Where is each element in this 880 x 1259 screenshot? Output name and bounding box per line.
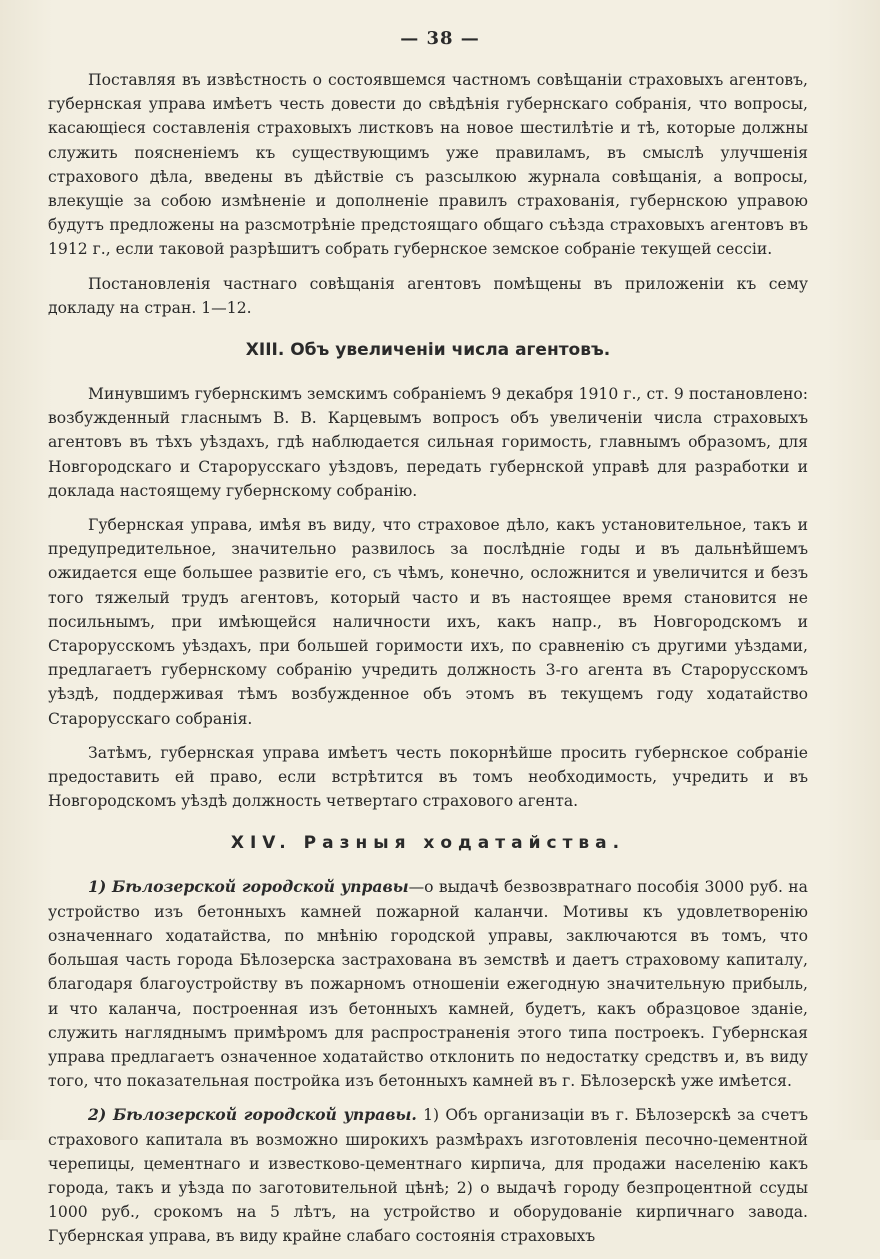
- section-13-paragraph-1: Минувшимъ губернскимъ земскимъ собраніемъ 9 декабря 1910 г., ст. 9 постановлено: возбужденный гласнымъ В. В. Карцевымъ вопросъ объ увеличеніи числа страховыхъ агентовъ въ тѣхъ уѣздахъ, гдѣ наблюдается сильная горимость, главнымъ образомъ, для Новгородскаго и Старорусскаго уѣздовъ, передать губернской управѣ для разработки и доклада настоящему губернскому собранію.: [48, 385, 808, 500]
- section-14-item-2: [48, 1103, 808, 1248]
- section-14-item-1: [48, 875, 808, 1093]
- intro-paragraph-1: Поставляя въ извѣстность о состоявшемся частномъ совѣщаніи страховыхъ агентовъ, губернская управа имѣетъ честь довести до свѣдѣнія губернскаго собранія, что вопросы, касающіеся составленія страховыхъ листковъ на новое шестилѣтіе и тѣ, которые должны служить поясненіемъ къ существующимъ уже правиламъ, въ смыслѣ улучшенія страхового дѣла, введены въ дѣйствіе съ разсылкою журнала совѣщанія, а вопросы, влекущіе за собою измѣненіе и дополненіе правилъ страхованія, губернскою управою будутъ предложены на разсмотрѣніе предстоящаго общаго съѣзда страховыхъ агентовъ въ 1912 г., если таковой разрѣшитъ собрать губернское земское собраніе текущей сессіи.: [48, 71, 808, 259]
- intro-paragraph-2: Постановленія частнаго совѣщанія агентовъ помѣщены въ приложеніи къ сему докладу на стран. 1—12.: [48, 274, 808, 317]
- section-13-paragraph-2: Губернская управа, имѣя въ виду, что страховое дѣло, какъ установительное, такъ и предупредительное, значительно развилось за послѣдніе годы и въ дальнѣйшемъ ожидается еще большее развитіе его, съ чѣмъ, конечно, осложнится и увеличится и безъ того тяжелый трудъ агентовъ, который часто и въ настоящее время становится не посильнымъ, при имѣющейся наличности ихъ, какъ напр., въ Новгородскомъ и Старорусскомъ уѣздахъ, при большей горимости ихъ, по сравненію съ другими уѣздами, предлагаетъ губернскому собранію учредить должность 3-го агента въ Старорусскомъ уѣздѣ, поддерживая тѣмъ возбужденное объ этомъ въ текущемъ году ходатайство Старорусскаго собранія.: [48, 516, 808, 728]
- item-2-lead: 2) Бѣлозерской городской управы.: [88, 1105, 417, 1125]
- item-1-lead: 1) Бѣлозерской городской управы: [88, 877, 409, 897]
- item-1-text: —о выдачѣ безвозвратнаго пособія 3000 руб. на устройство изъ бетонныхъ камней пожарной каланчи. Мотивы къ удовлетворенію означеннаго ходатайства, по мнѣнію городской управы, заключаются въ томъ, что большая часть города Бѣлозерска застрахована въ земствѣ и даетъ страховому капиталу, благодаря благоустройству въ пожарномъ отношеніи ежегодную значительную прибыль, и что каланча, построенная изъ бетонныхъ камней, будетъ, какъ образцовое зданіе, служить нагляднымъ примѣромъ для распространенія этого типа построекъ. Губернская управа предлагаетъ означенное ходатайство отклонить по недостатку средствъ и, въ виду того, что показательная постройка изъ бетонныхъ камней въ г. Бѣлозерскѣ уже имѣется.: [48, 878, 808, 1091]
- section-13-heading: XIII. Объ увеличеніи числа агентовъ.: [245, 340, 611, 361]
- page-body: [48, 68, 808, 1259]
- section-14-heading-text: XIV. Разныя ходатайства.: [230, 833, 626, 854]
- section-14-heading: [48, 833, 808, 853]
- page-number: — 38 —: [400, 28, 480, 49]
- section-13-paragraph-3: Затѣмъ, губернская управа имѣетъ честь покорнѣйше просить губернское собраніе предоставить ей право, если встрѣтится въ томъ необходимость, учредить и въ Новгородскомъ уѣздѣ должность четвертаго страхового агента.: [48, 743, 808, 811]
- item-2-text: 1) Объ организаціи въ г. Бѣлозерскѣ за счетъ страхового капитала въ возможно широкихъ размѣрахъ изготовленія песочно-цементной черепицы, цементнаго и известково-цементнаго кирпича, для продажи населенію какъ города, такъ и уѣзда по заготовительной цѣнѣ; 2) о выдачѣ городу безпроцентной ссуды 1000 руб., срокомъ на 5 лѣтъ, на устройство и оборудованіе кирпичнаго завода. Губернская управа, въ виду крайне слабаго состоянія страховыхъ: [48, 1106, 809, 1246]
